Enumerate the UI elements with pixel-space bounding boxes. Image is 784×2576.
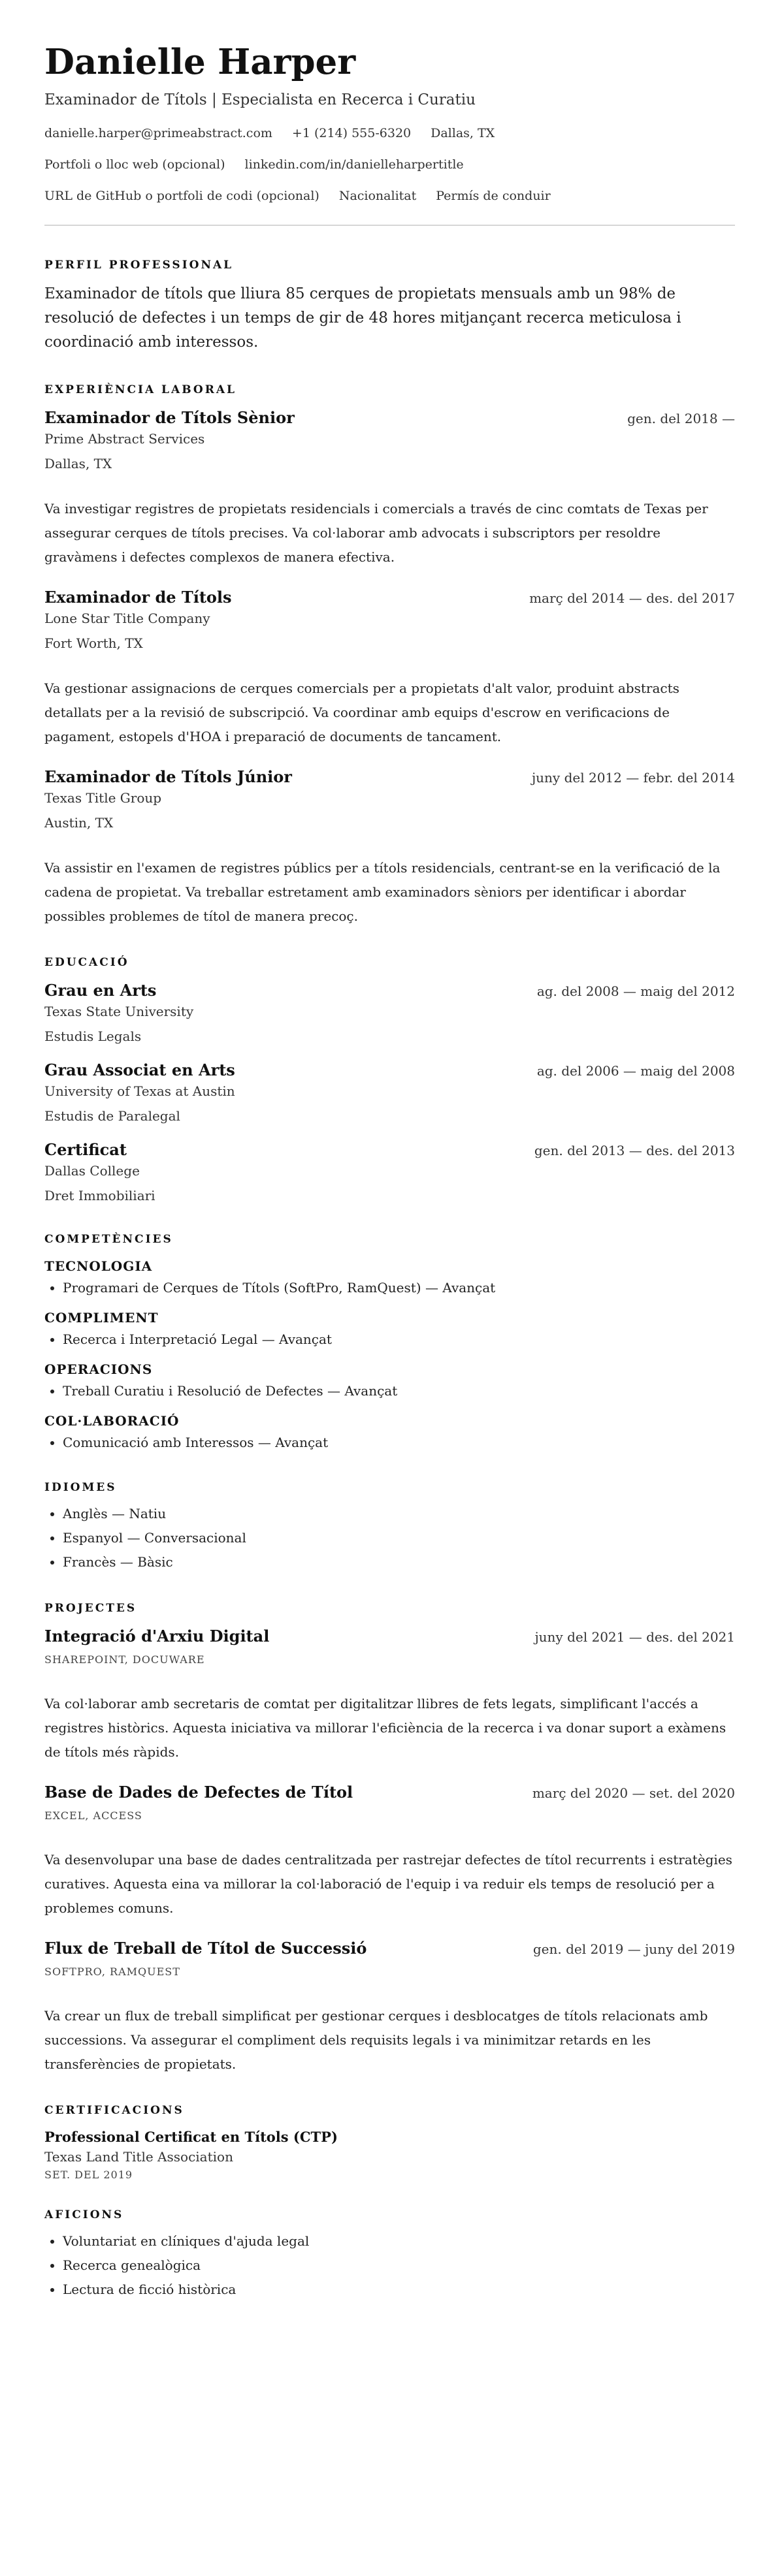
skill-list bbox=[44, 1379, 735, 1403]
skill-category-title: TECNOLOGIA bbox=[44, 1258, 153, 1274]
profile-summary: Examinador de títols que lliura 85 cerques de propietats mensuals amb un 98% de resolució de defectes i un temps de gir de 48 hores mitjançant recerca meticulosa i coordinació amb interessos. bbox=[44, 285, 681, 351]
skill-item: • Comunicació amb Interessos — Avançat bbox=[63, 1431, 735, 1455]
candidate-name: Danielle Harper bbox=[44, 42, 356, 82]
language-item: • Francès — Bàsic bbox=[63, 1550, 735, 1574]
profile-heading: PERFIL PROFESSIONAL bbox=[44, 259, 234, 272]
skill-list bbox=[44, 1276, 735, 1300]
job-location: Austin, TX bbox=[44, 815, 114, 831]
skills-section bbox=[44, 1232, 735, 1455]
project-entry bbox=[44, 1625, 735, 1764]
contact-row-links bbox=[44, 155, 735, 174]
skill-category bbox=[44, 1360, 735, 1403]
header-divider bbox=[44, 225, 735, 226]
certifications-heading: CERTIFICACIONS bbox=[44, 2104, 184, 2117]
certification-name: Professional Certificat en Títols (CTP) bbox=[44, 2129, 338, 2145]
project-description: Va crear un flux de treball simplificat per gestionar cerques i desblocatges de títols relacionats amb successions. Va assegurar el compliment dels requisits legals i va minimitzar retards en les transferències de propietats. bbox=[44, 2008, 708, 2072]
candidate-subtitle: Examinador de Títols | Especialista en Recerca i Curatiu bbox=[44, 91, 476, 108]
job-company: Lone Star Title Company bbox=[44, 611, 210, 626]
skills-heading: COMPETÈNCIES bbox=[44, 1233, 173, 1246]
hobbies-section bbox=[44, 2207, 735, 2302]
project-tech: EXCEL, ACCESS bbox=[44, 1809, 142, 1822]
study-field: Dret Immobiliari bbox=[44, 1188, 155, 1203]
skill-category-title: COL·LABORACIÓ bbox=[44, 1413, 180, 1429]
school-name: Dallas College bbox=[44, 1163, 140, 1179]
certification-date: SET. DEL 2019 bbox=[44, 2169, 133, 2181]
study-field: Estudis Legals bbox=[44, 1028, 142, 1044]
degree-title: Grau Associat en Arts bbox=[44, 1060, 235, 1079]
project-title: Base de Dades de Defectes de Títol bbox=[44, 1783, 353, 1802]
study-field: Estudis de Paralegal bbox=[44, 1108, 180, 1124]
project-description: Va desenvolupar una base de dades centralitzada per rastrejar defectes de títol recurrents i estratègies curatives. Aquesta eina va millorar la col·laboració de l'equip i va reduir els temps de resolució per a problemes comuns. bbox=[44, 1852, 732, 1916]
languages-section bbox=[44, 1480, 735, 1574]
skill-list bbox=[44, 1328, 735, 1352]
skill-category-title: OPERACIONS bbox=[44, 1361, 153, 1377]
languages-heading: IDIOMES bbox=[44, 1481, 117, 1494]
education-heading: EDUCACIÓ bbox=[44, 956, 129, 969]
experience-entry bbox=[44, 586, 735, 749]
contact-nationality: Nacionalitat bbox=[338, 189, 417, 203]
job-title: Examinador de Títols Júnior bbox=[44, 767, 292, 786]
project-tech: SHAREPOINT, DOCUWARE bbox=[44, 1653, 205, 1666]
hobby-item: • Voluntariat en clíniques d'ajuda legal bbox=[63, 2229, 735, 2253]
hobby-list bbox=[44, 2229, 735, 2302]
project-description: Va col·laborar amb secretaris de comtat per digitalitzar llibres de fets legats, simplificant l'accés a registres històrics. Aquesta iniciativa va millorar l'eficiència de la recerca i va donar suport a exàmens de títols més ràpids. bbox=[44, 1696, 727, 1760]
job-dates: març del 2014 — des. del 2017 bbox=[529, 590, 735, 606]
contact-email[interactable]: danielle.harper@primeabstract.com bbox=[44, 126, 272, 140]
school-name: University of Texas at Austin bbox=[44, 1083, 235, 1099]
project-title: Flux de Treball de Títol de Successió bbox=[44, 1939, 367, 1958]
contact-license: Permís de conduir bbox=[436, 189, 551, 203]
contact-github[interactable]: URL de GitHub o portfoli de codi (opcional) bbox=[44, 189, 319, 203]
profile-section bbox=[44, 257, 735, 355]
job-title: Examinador de Títols Sènior bbox=[44, 408, 295, 427]
degree-title: Certificat bbox=[44, 1140, 127, 1159]
hobbies-heading: AFICIONS bbox=[44, 2208, 124, 2221]
language-item: • Espanyol — Conversacional bbox=[63, 1526, 735, 1550]
hobby-item: • Lectura de ficció històrica bbox=[63, 2278, 735, 2302]
degree-dates: gen. del 2013 — des. del 2013 bbox=[534, 1143, 735, 1158]
certification-issuer: Texas Land Title Association bbox=[44, 2149, 233, 2165]
resume-header bbox=[44, 0, 735, 226]
projects-heading: PROJECTES bbox=[44, 1602, 137, 1615]
projects-section bbox=[44, 1600, 735, 2076]
experience-entry bbox=[44, 407, 735, 569]
project-dates: juny del 2021 — des. del 2021 bbox=[534, 1629, 735, 1645]
job-title: Examinador de Títols bbox=[44, 588, 232, 607]
job-location: Fort Worth, TX bbox=[44, 635, 143, 651]
contact-portfolio[interactable]: Portfoli o lloc web (opcional) bbox=[44, 157, 225, 172]
job-location: Dallas, TX bbox=[44, 456, 112, 471]
contact-phone[interactable]: +1 (214) 555-6320 bbox=[291, 126, 412, 140]
contact-linkedin[interactable]: linkedin.com/in/danielleharpertitle bbox=[244, 157, 464, 172]
education-entry bbox=[44, 979, 735, 1046]
project-dates: març del 2020 — set. del 2020 bbox=[532, 1785, 735, 1801]
job-description: Va investigar registres de propietats residencials i comercials a través de cinc comtats de Texas per assegurar cerques de títols precises. Va col·laborar amb advocats i subscriptors per resoldre gravàmens i defectes complexos de manera efectiva. bbox=[44, 501, 708, 565]
job-company: Texas Title Group bbox=[44, 790, 162, 806]
job-dates: gen. del 2018 — bbox=[627, 411, 735, 426]
education-entry bbox=[44, 1059, 735, 1126]
skill-category bbox=[44, 1308, 735, 1352]
project-entry bbox=[44, 1937, 735, 2076]
project-entry bbox=[44, 1781, 735, 1920]
degree-dates: ag. del 2006 — maig del 2008 bbox=[536, 1063, 735, 1079]
education-entry bbox=[44, 1139, 735, 1205]
education-section bbox=[44, 955, 735, 1205]
skill-item: • Programari de Cerques de Títols (SoftPro, RamQuest) — Avançat bbox=[63, 1276, 735, 1300]
job-description: Va gestionar assignacions de cerques comercials per a propietats d'alt valor, produint abstracts detallats per a la revisió de subscripció. Va coordinar amb equips d'escrow en verificacions de pagament, estopels d'HOA i preparació de documents de tancament. bbox=[44, 680, 679, 744]
project-tech: SOFTPRO, RAMQUEST bbox=[44, 1965, 180, 1978]
experience-heading: EXPERIÈNCIA LABORAL bbox=[44, 383, 237, 396]
skill-item: • Recerca i Interpretació Legal — Avançat bbox=[63, 1328, 735, 1352]
contact-row-extra bbox=[44, 187, 735, 205]
contact-location: Dallas, TX bbox=[431, 126, 495, 140]
job-dates: juny del 2012 — febr. del 2014 bbox=[531, 770, 735, 786]
degree-dates: ag. del 2008 — maig del 2012 bbox=[536, 983, 735, 999]
language-item: • Anglès — Natiu bbox=[63, 1502, 735, 1526]
skill-list bbox=[44, 1431, 735, 1455]
skill-category-title: COMPLIMENT bbox=[44, 1310, 159, 1326]
language-list bbox=[44, 1502, 735, 1574]
skill-category bbox=[44, 1256, 735, 1300]
experience-entry bbox=[44, 766, 735, 929]
school-name: Texas State University bbox=[44, 1004, 194, 1019]
degree-title: Grau en Arts bbox=[44, 981, 157, 1000]
project-dates: gen. del 2019 — juny del 2019 bbox=[532, 1941, 735, 1957]
experience-section bbox=[44, 382, 735, 929]
skill-item: • Treball Curatiu i Resolució de Defectes — Avançat bbox=[63, 1379, 735, 1403]
contact-row-primary bbox=[44, 124, 735, 142]
job-company: Prime Abstract Services bbox=[44, 431, 205, 447]
project-title: Integració d'Arxiu Digital bbox=[44, 1627, 270, 1646]
certifications-section bbox=[44, 2103, 735, 2184]
skill-category bbox=[44, 1411, 735, 1455]
job-description: Va assistir en l'examen de registres públics per a títols residencials, centrant-se en la verificació de la cadena de propietat. Va treballar estretament amb examinadors sèniors per identificar i abordar possibles problemes de títol de manera precoç. bbox=[44, 860, 721, 924]
certification-entry bbox=[44, 2127, 735, 2184]
hobby-item: • Recerca genealògica bbox=[63, 2253, 735, 2278]
